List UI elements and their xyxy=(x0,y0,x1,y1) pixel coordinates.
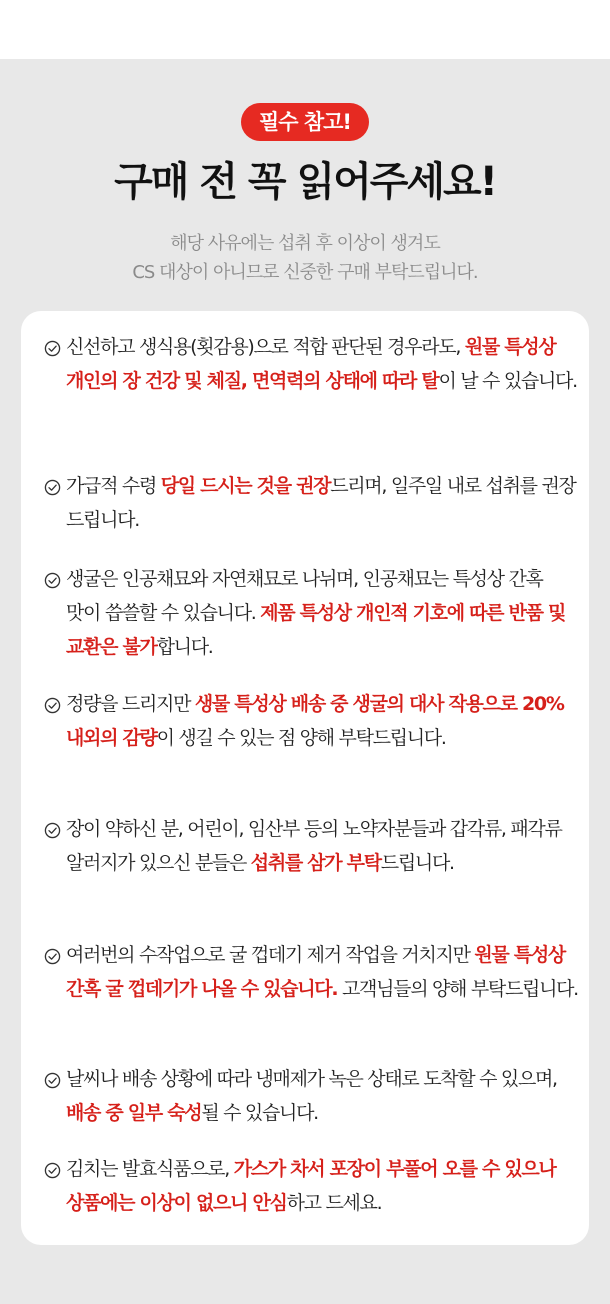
notice-text: 하고 드세요. xyxy=(286,1192,382,1214)
check-circle-icon xyxy=(44,479,61,496)
subtitle-line-2: CS 대상이 아니므로 신중한 구매 부탁드립니다. xyxy=(132,262,478,283)
check-circle-icon xyxy=(44,822,61,839)
notice-highlight: 가스가 차서 포장이 부풀어 오를 수 있으나 상품에는 이상이 없으니 안심 xyxy=(66,1158,556,1214)
notice-highlight: 섭취를 삼가 부탁 xyxy=(250,852,381,874)
notice-text: 가급적 수령 xyxy=(66,475,161,497)
notice-highlight: 원물 특성상 간혹 굴 껍데기가 나올 수 있습니다. xyxy=(66,944,565,1000)
notice-item xyxy=(44,687,578,812)
check-circle-icon xyxy=(44,1072,61,1089)
notice-text: 신선하고 생식용(횟감용)으로 적합 판단된 경우라도, xyxy=(66,336,465,358)
check-circle-icon xyxy=(44,697,61,714)
page-title: 구매 전 꼭 읽어주세요! xyxy=(114,159,496,205)
notice-highlight: 생물 특성상 배송 중 생굴의 대사 작용으로 20% 내외의 감량 xyxy=(66,693,564,749)
notice-card xyxy=(21,311,589,1245)
notice-item xyxy=(44,562,578,687)
notice-highlight: 당일 드시는 것을 권장 xyxy=(160,475,331,497)
check-circle-icon xyxy=(44,948,61,965)
check-circle-icon xyxy=(44,1162,61,1179)
required-note-badge: 필수 참고! xyxy=(241,103,369,141)
subtitle xyxy=(0,229,610,287)
notice-text: 합니다. xyxy=(156,636,213,658)
notice-highlight: 원물 특성상 개인의 장 건강 및 체질, 면역력의 상태에 따라 탈 xyxy=(66,336,556,392)
notice-text: 드리며, 일주일 내로 섭취를 권장 드립니다. xyxy=(66,475,576,531)
notice-text: 고객님들의 양해 부탁드립니다. xyxy=(337,978,578,1000)
notice-item xyxy=(44,330,578,469)
notice-text: 날씨나 배송 상황에 따라 냉매제가 녹은 상태로 도착할 수 있으며, xyxy=(66,1068,557,1090)
notice-text: 생굴은 인공채묘와 자연채묘로 나뉘며, 인공채묘는 특성상 간혹 맛이 씁쓸할 수 있습니다. xyxy=(66,568,543,624)
notice-text: 이 생길 수 있는 점 양해 부탁드립니다. xyxy=(156,727,446,749)
badge-container xyxy=(0,103,610,141)
notice-text: 정량을 드리지만 xyxy=(66,693,195,715)
notice-item xyxy=(44,1152,578,1232)
notice-text: 될 수 있습니다. xyxy=(201,1102,318,1124)
notice-item xyxy=(44,938,578,1062)
notice-text: 여러번의 수작업으로 굴 껍데기 제거 작업을 거치지만 xyxy=(66,944,475,966)
notice-item xyxy=(44,812,578,938)
check-circle-icon xyxy=(44,572,61,589)
notice-item xyxy=(44,1062,578,1152)
notice-text: 김치는 발효식품으로, xyxy=(66,1158,234,1180)
check-circle-icon xyxy=(44,340,61,357)
notice-text: 이 날 수 있습니다. xyxy=(438,370,577,392)
notice-text: 장이 약하신 분, 어린이, 임산부 등의 노약자분들과 갑각류, 패각류 알러지가 있으신 분들은 xyxy=(66,818,562,874)
notice-item xyxy=(44,469,578,562)
notice-text: 드립니다. xyxy=(380,852,454,874)
notice-highlight: 배송 중 일부 숙성 xyxy=(66,1102,202,1124)
notice-list xyxy=(44,330,578,1232)
top-margin xyxy=(0,0,610,59)
notice-highlight: 제품 특성상 개인적 기호에 따른 반품 및 교환은 불가 xyxy=(66,602,566,658)
subtitle-line-1: 해당 사유에는 섭취 후 이상이 생겨도 xyxy=(170,233,440,254)
